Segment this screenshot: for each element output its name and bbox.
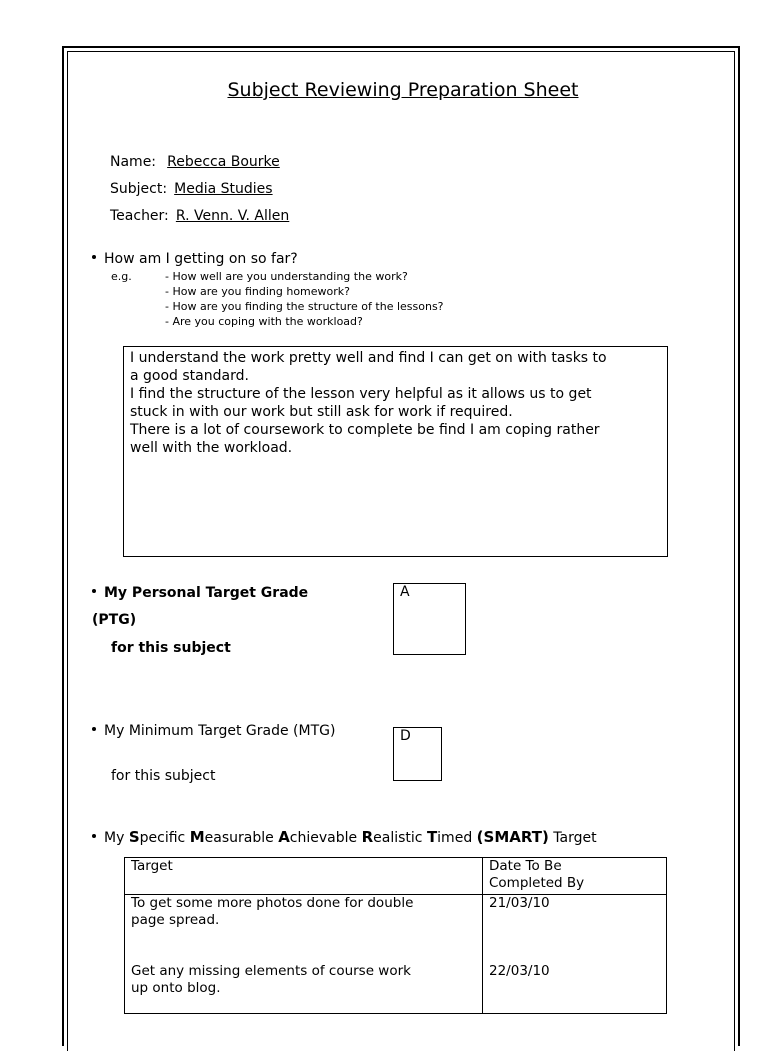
mtg-grade: D (400, 728, 411, 744)
answer-line: stuck in with our work but still ask for work if required. (130, 404, 513, 420)
header-target: Target (125, 858, 483, 895)
target-table (124, 857, 667, 1014)
subject-label: Subject: (110, 181, 168, 197)
progress-answer-box (123, 346, 668, 557)
table-header-row (125, 858, 667, 895)
ptg-abbr: (PTG) (92, 612, 137, 628)
bullet-icon (92, 589, 96, 593)
example-item: - How are you finding homework? (165, 285, 350, 298)
ptg-heading: My Personal Target Grade (92, 585, 308, 601)
answer-line: There is a lot of coursework to complete be find I am coping rather (130, 422, 600, 438)
table-row (125, 963, 667, 1014)
ptg-grade: A (400, 584, 410, 600)
header-date: Date To Be Completed By (483, 858, 667, 895)
example-item: - How are you finding the structure of the lessons? (165, 300, 444, 313)
answer-line: I understand the work pretty well and find I can get on with tasks to (130, 350, 607, 366)
subject-value: Media Studies (174, 181, 273, 197)
teacher-value: R. Venn. V. Allen (175, 208, 290, 224)
page-title: Subject Reviewing Preparation Sheet (227, 79, 579, 101)
answer-line: a good standard. (130, 368, 249, 384)
example-item: - Are you coping with the workload? (165, 315, 363, 328)
name-label: Name: (110, 154, 157, 170)
mtg-heading: My Minimum Target Grade (MTG) (92, 723, 335, 739)
smart-heading: My Specific Measurable Achievable Realistic Timed (SMART) Target (92, 828, 597, 846)
date-cell: 22/03/10 (483, 963, 667, 1014)
bullet-icon (92, 834, 96, 838)
bullet-icon (92, 255, 96, 259)
answer-line: well with the workload. (130, 440, 293, 456)
ptg-subject: for this subject (111, 640, 231, 656)
teacher-label: Teacher: (110, 208, 169, 224)
answer-line: I find the structure of the lesson very helpful as it allows us to get (130, 386, 592, 402)
ptg-grade-box (393, 583, 466, 655)
target-cell: Get any missing elements of course work up onto blog. (125, 963, 483, 1014)
name-row (110, 151, 304, 170)
example-item: - How well are you understanding the work? (165, 270, 408, 283)
teacher-row (110, 205, 289, 224)
mtg-grade-box (393, 727, 442, 781)
name-value: Rebecca Bourke (167, 154, 280, 170)
progress-question: How am I getting on so far? (92, 251, 298, 267)
target-cell: To get some more photos done for double page spread. (125, 895, 483, 964)
eg-label: e.g. (111, 270, 132, 283)
bullet-icon (92, 727, 96, 731)
table-row (125, 895, 667, 964)
date-cell: 21/03/10 (483, 895, 667, 964)
mtg-subject: for this subject (111, 768, 216, 784)
subject-row (110, 178, 273, 197)
